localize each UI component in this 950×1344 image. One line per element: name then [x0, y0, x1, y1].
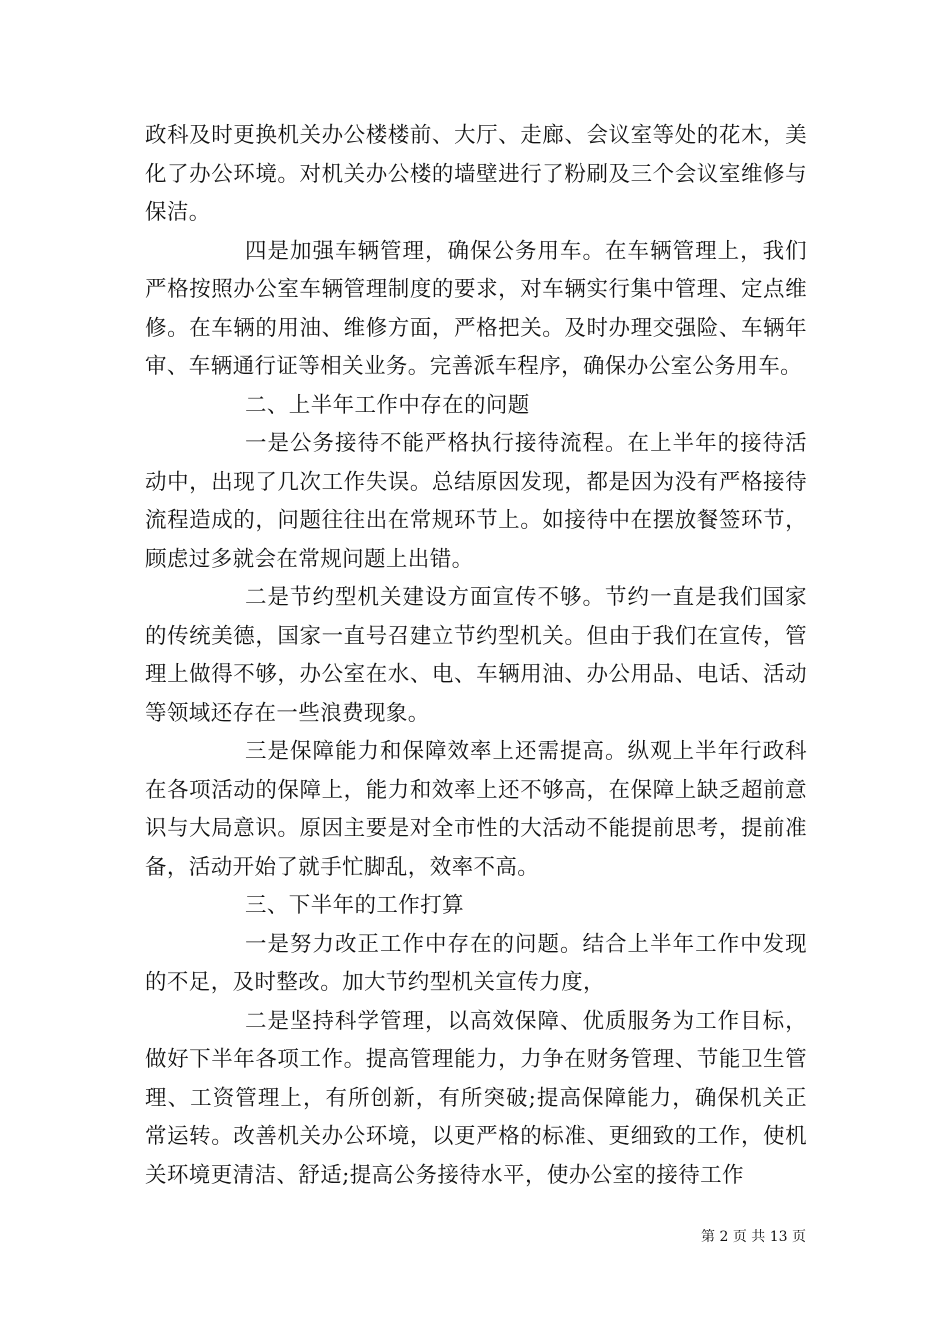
document-body [145, 117, 807, 1195]
paragraph-1: 政科及时更换机关办公楼楼前、大厅、走廊、会议室等处的花木，美化了办公环境。对机关办公楼的墙壁进行了粉刷及三个会议室维修与保洁。 [145, 123, 807, 225]
page-number-footer: 第 2 页 共 13 页 [701, 1229, 806, 1245]
paragraph-3: 一是公务接待不能严格执行接待流程。在上半年的接待活动中，出现了几次工作失误。总结原因发现，都是因为没有严格接待流程造成的，问题往往出在常规环节上。如接待中在摆放餐签环节，顾虑过多就会在常规问题上出错。 [145, 431, 807, 572]
paragraph-2: 四是加强车辆管理，确保公务用车。在车辆管理上，我们严格按照办公室车辆管理制度的要求，对车辆实行集中管理、定点维修。在车辆的用油、维修方面，严格把关。及时办理交强险、车辆年审、车辆通行证等相关业务。完善派车程序，确保办公室公务用车。 [145, 238, 807, 379]
paragraph-5: 三是保障能力和保障效率上还需提高。纵观上半年行政科在各项活动的保障上，能力和效率上还不够高，在保障上缺乏超前意识与大局意识。原因主要是对全市性的大活动不能提前思考，提前准备，活动开始了就手忙脚乱，效率不高。 [145, 739, 807, 880]
section-heading-2: 二、上半年工作中存在的问题 [245, 392, 530, 418]
paragraph-6: 一是努力改正工作中存在的问题。结合上半年工作中发现的不足，及时整改。加大节约型机关宣传力度， [145, 931, 807, 995]
paragraph-7: 二是坚持科学管理，以高效保障、优质服务为工作目标，做好下半年各项工作。提高管理能力，力争在财务管理、节能卫生管理、工资管理上，有所创新，有所突破;提高保障能力，确保机关正常运转。改善机关办公环境，以更严格的标准、更细致的工作，使机关环境更清洁、舒适;提高公务接待水平，使办公室的接待工作 [145, 1008, 807, 1188]
paragraph-4: 二是节约型机关建设方面宣传不够。节约一直是我们国家的传统美德，国家一直号召建立节约型机关。但由于我们在宣传，管理上做得不够，办公室在水、电、车辆用油、办公用品、电话、活动等领域还存在一些浪费现象。 [145, 585, 807, 726]
section-heading-3: 三、下半年的工作打算 [245, 893, 465, 918]
